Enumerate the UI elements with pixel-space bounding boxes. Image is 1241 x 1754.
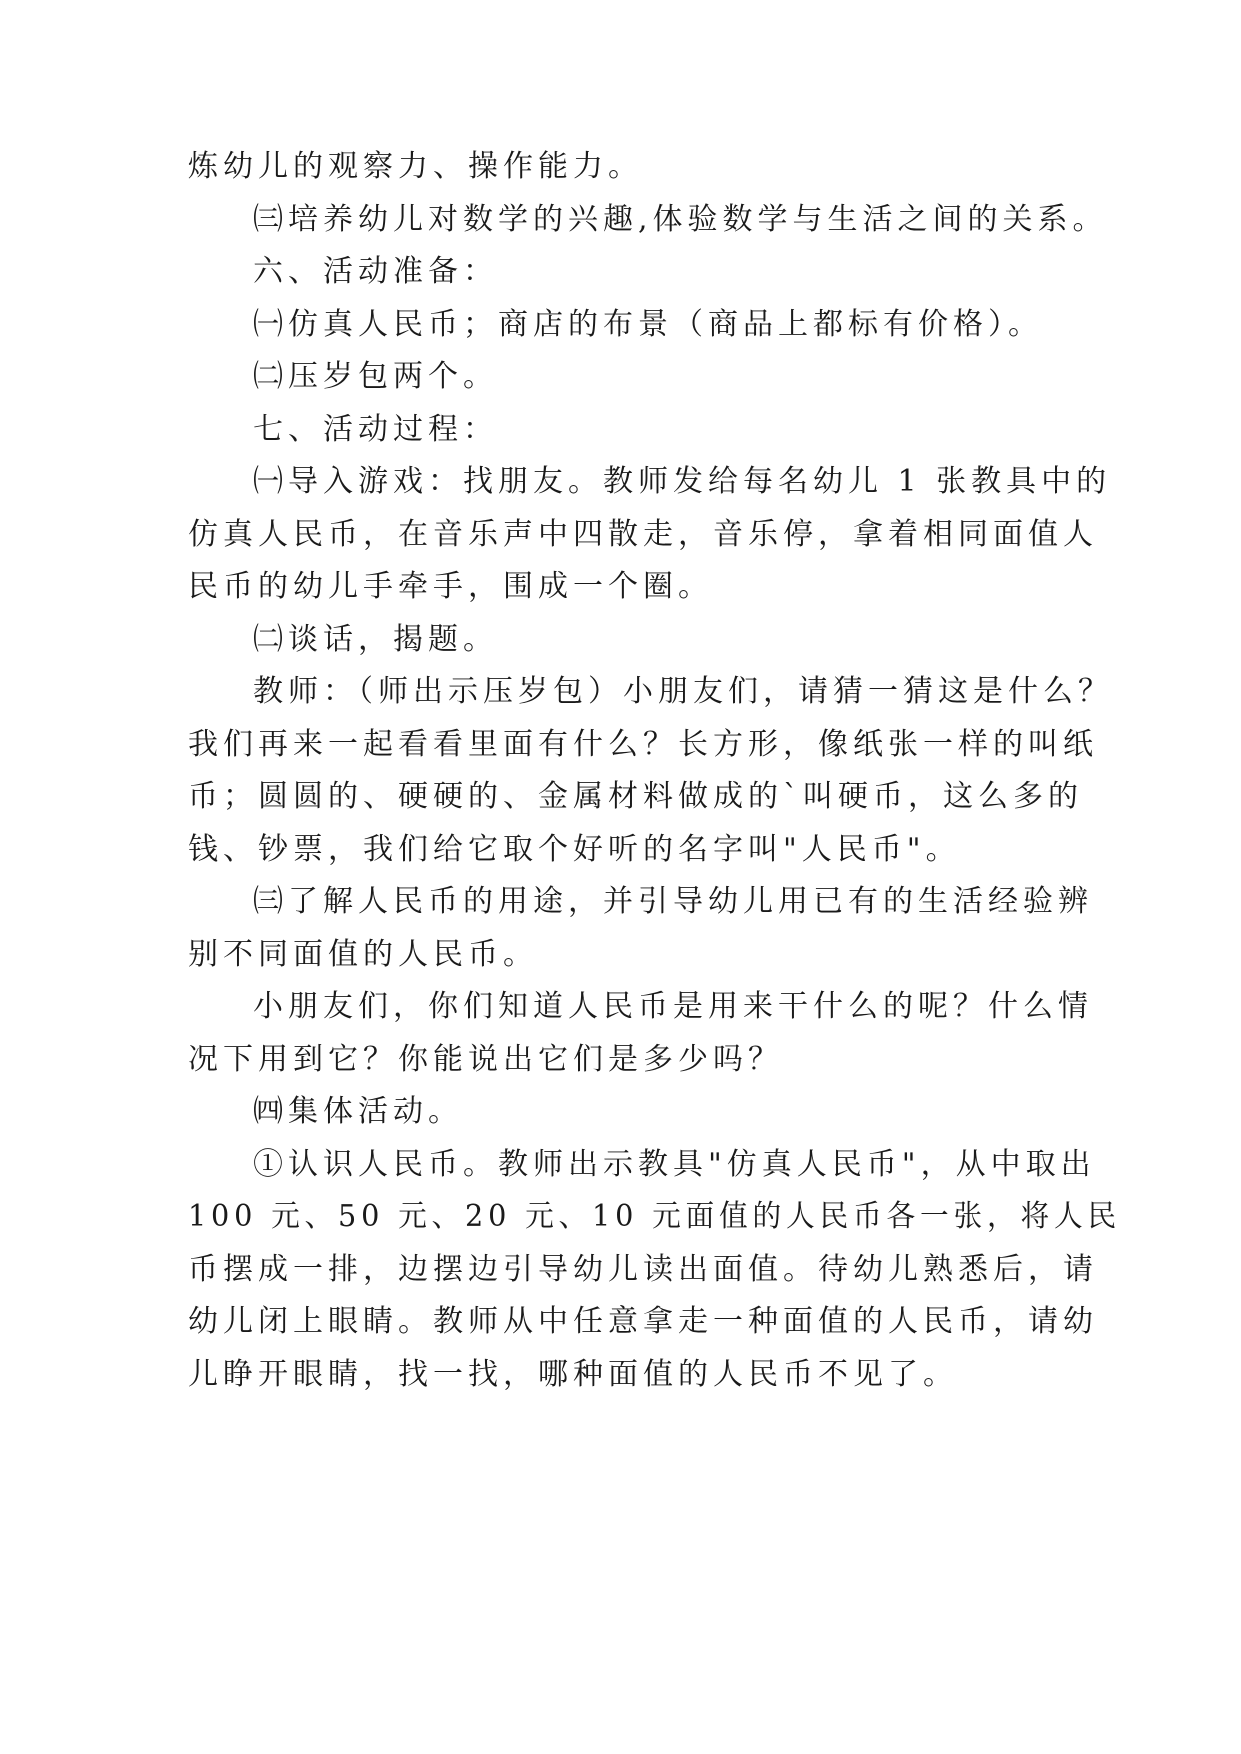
- text-line: ㈢培养幼儿对数学的兴趣,体验数学与生活之间的关系。: [253, 202, 1108, 237]
- text-line: ㈣集体活动。: [253, 1094, 463, 1129]
- text-line: ①认识人民币。教师出示教具"仿真人民币"，从中取出: [253, 1147, 1096, 1182]
- text-line: 小朋友们，你们知道人民币是用来干什么的呢？什么情: [253, 989, 1093, 1024]
- text-line: 钱、钞票，我们给它取个好听的名字叫"人民币"。: [188, 832, 961, 867]
- text-line: ㈢了解人民币的用途，并引导幼儿用已有的生活经验辨: [253, 884, 1093, 919]
- text-line: ㈠仿真人民币；商店的布景（商品上都标有价格）。: [253, 307, 1043, 342]
- text-line: 100 元、50 元、20 元、10 元面值的人民币各一张，将人民: [188, 1199, 1121, 1234]
- text-line: ㈠导入游戏：找朋友。教师发给每名幼儿 1 张教具中的: [253, 464, 1112, 499]
- text-line: 民币的幼儿手牵手，围成一个圈。: [188, 569, 713, 604]
- text-line: 我们再来一起看看里面有什么？长方形，像纸张一样的叫纸: [188, 727, 1098, 762]
- text-line: 幼儿闭上眼睛。教师从中任意拿走一种面值的人民币，请幼: [188, 1304, 1098, 1339]
- text-line: 币；圆圆的、硬硬的、金属材料做成的`叫硬币，这么多的: [188, 779, 1083, 814]
- text-line: 况下用到它？你能说出它们是多少吗？: [188, 1042, 783, 1077]
- text-line: ㈡谈话，揭题。: [253, 622, 498, 657]
- text-line: ㈡压岁包两个。: [253, 359, 498, 394]
- text-line: 教师：（师出示压岁包）小朋友们，请猜一猜这是什么？: [253, 674, 1113, 709]
- text-line: 七、活动过程：: [253, 412, 498, 447]
- text-line: 炼幼儿的观察力、操作能力。: [188, 149, 643, 184]
- text-line: 儿睁开眼睛，找一找，哪种面值的人民币不见了。: [188, 1357, 958, 1392]
- text-line: 币摆成一排，边摆边引导幼儿读出面值。待幼儿熟悉后，请: [188, 1252, 1098, 1287]
- text-line: 别不同面值的人民币。: [188, 937, 538, 972]
- text-line: 仿真人民币，在音乐声中四散走，音乐停，拿着相同面值人: [188, 517, 1098, 552]
- text-line: 六、活动准备：: [253, 254, 498, 289]
